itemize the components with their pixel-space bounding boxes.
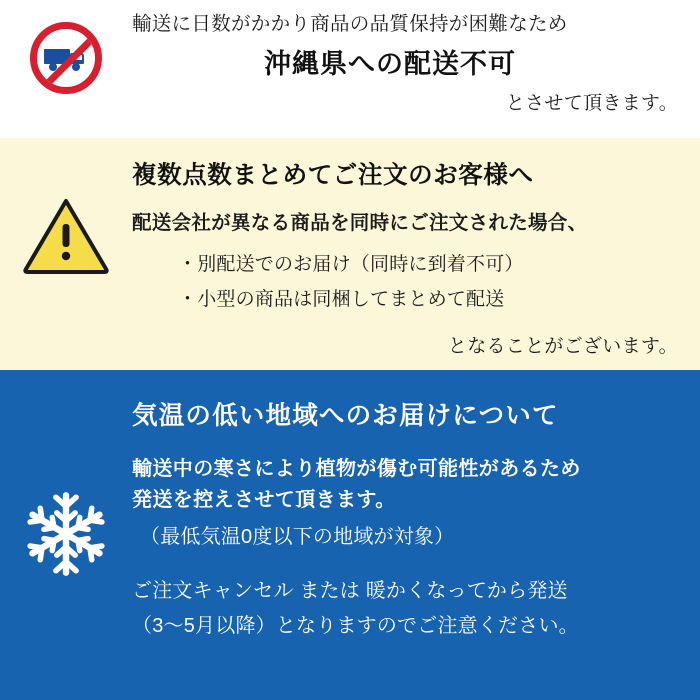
cold-region-paragraph2-line1: ご注文キャンセル または 暖かくなってから発送 bbox=[132, 580, 568, 602]
no-delivery-icon-column bbox=[0, 0, 132, 94]
multiple-items-title: 複数点数まとめてご注文のお客様へ bbox=[132, 162, 534, 189]
cold-region-paragraph2-line2: （3〜5月以降）となりますのでご注意ください。 bbox=[132, 615, 579, 637]
multiple-items-footer: となることがございます。 bbox=[447, 336, 678, 358]
no-delivery-headline: 沖縄県への配送不可 bbox=[264, 49, 516, 80]
no-delivery-closing: とさせて頂きます。 bbox=[505, 93, 678, 115]
list-item: ・別配送でのお届け（同時に到着不可） bbox=[178, 254, 524, 275]
warning-triangle-icon bbox=[23, 198, 109, 274]
cold-region-paragraph1-line1: 輸送中の寒さにより植物が傷む可能性があるため bbox=[132, 458, 581, 480]
list-item: ・小型の商品は同梱してまとめて配送 bbox=[178, 289, 505, 311]
multiple-items-icon-column bbox=[0, 138, 132, 274]
no-delivery-text-column bbox=[132, 0, 700, 115]
cold-region-text-column bbox=[132, 370, 700, 643]
cold-region-section bbox=[0, 370, 700, 700]
cold-region-note: （最低気温0度以下の地域が対象） bbox=[140, 526, 455, 548]
cold-region-title: 気温の低い地域へのお届けについて bbox=[132, 402, 559, 430]
no-delivery-section bbox=[0, 0, 700, 138]
multiple-items-section bbox=[0, 138, 700, 370]
cold-region-icon-column bbox=[0, 370, 132, 580]
multiple-items-lead: 配送会社が異なる商品を同時にご注文された場合、 bbox=[132, 212, 588, 234]
snowflake-icon bbox=[20, 488, 112, 580]
multiple-items-text-column bbox=[132, 138, 700, 358]
no-truck-icon bbox=[30, 22, 102, 94]
no-delivery-reason: 輸送に日数がかかり商品の品質保持が困難なため bbox=[132, 13, 568, 35]
multiple-items-bullet-list bbox=[132, 247, 678, 317]
cold-region-paragraph1-line2: 発送を控えさせて頂きます。 bbox=[132, 489, 396, 511]
